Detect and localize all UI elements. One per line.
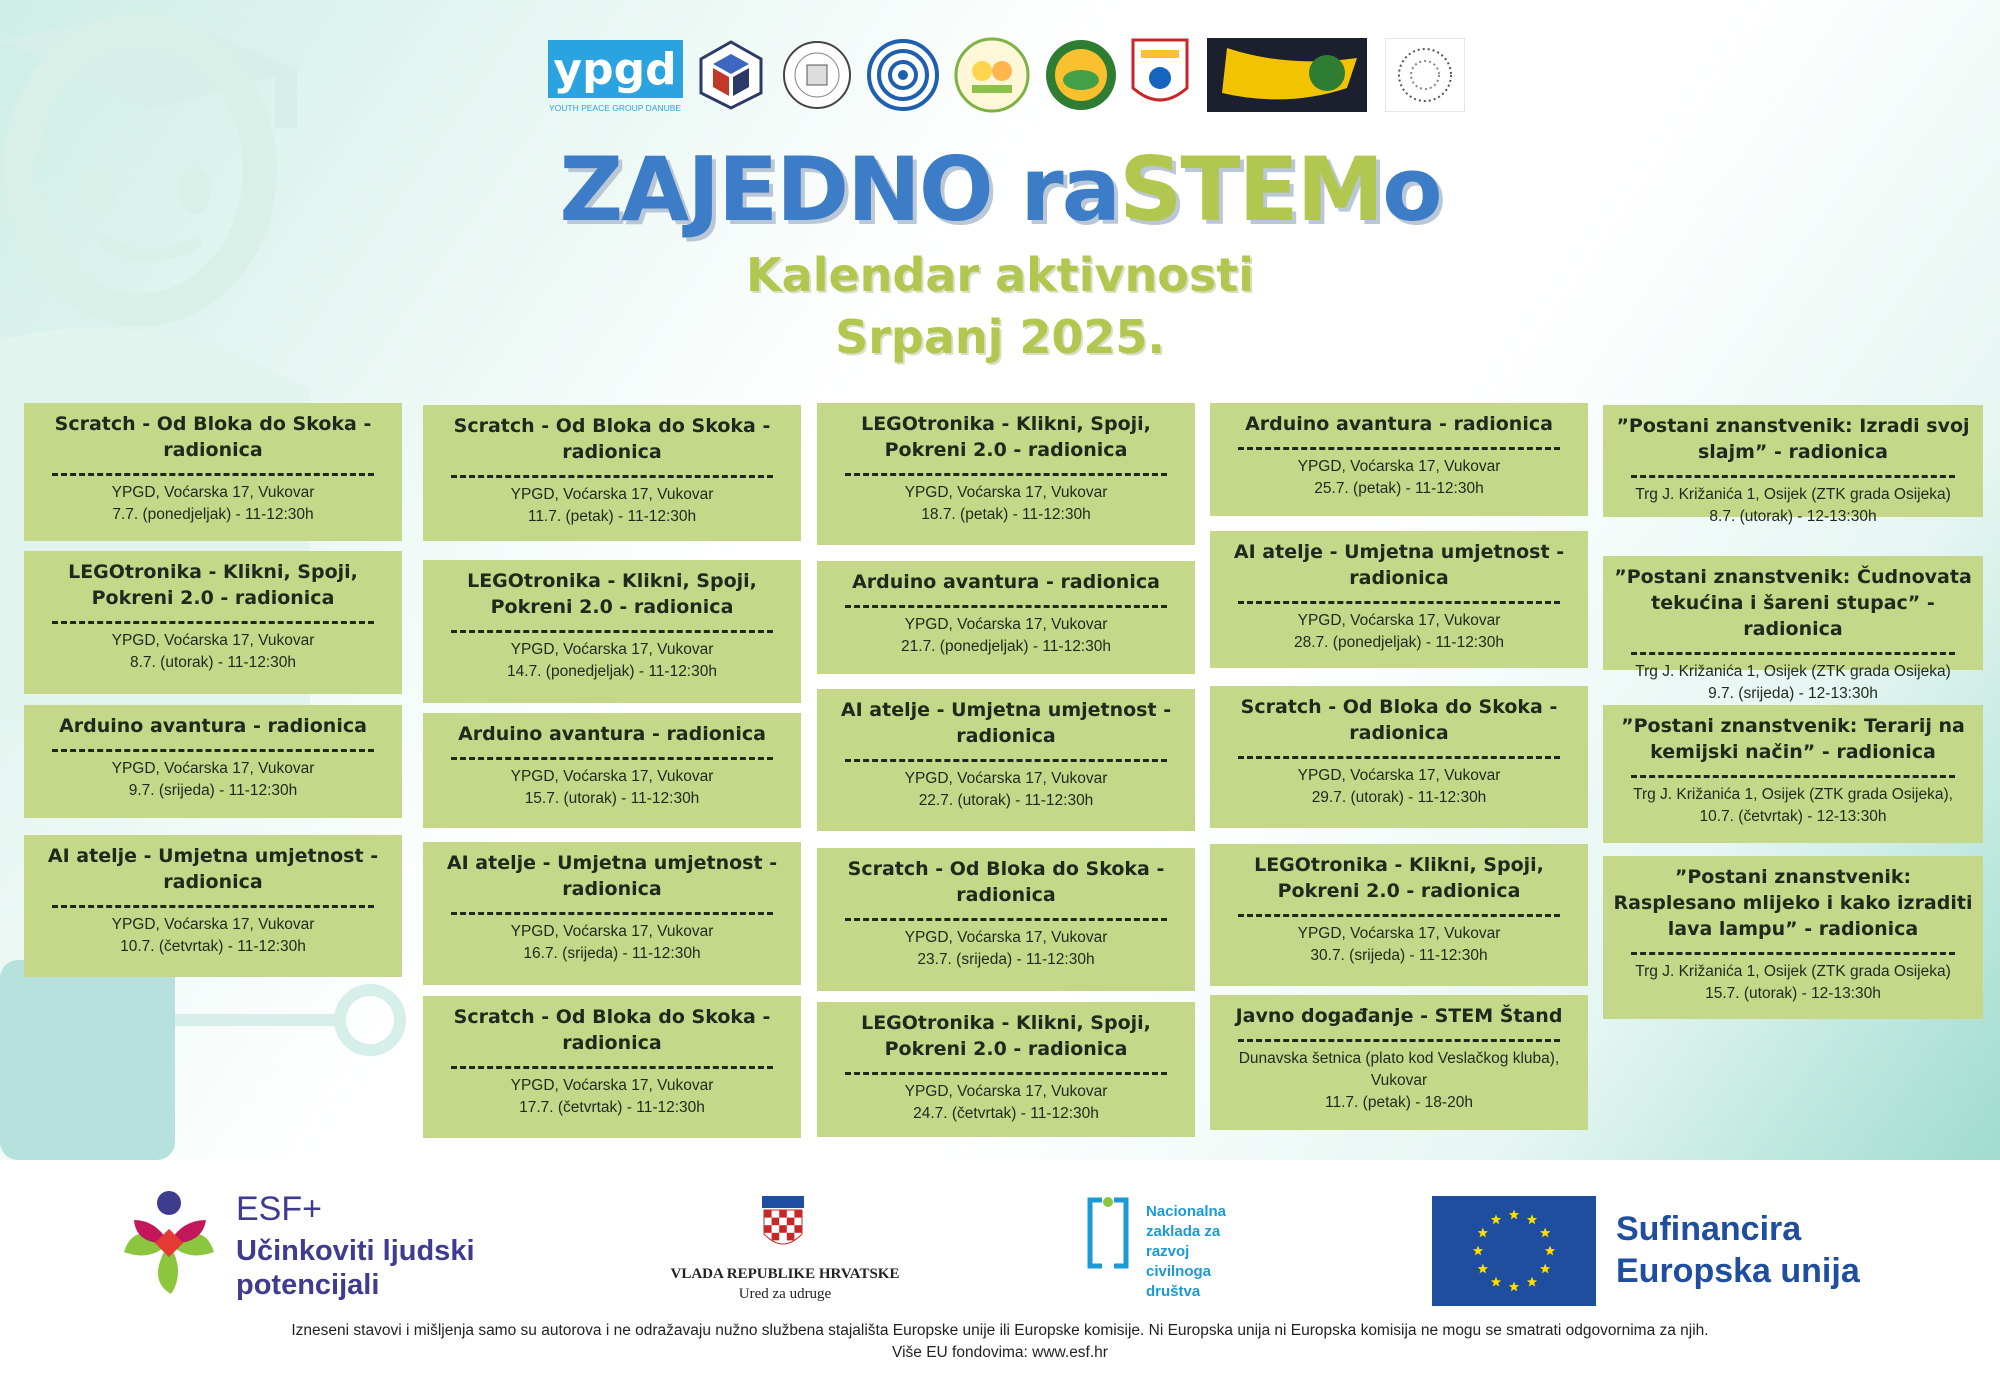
activity-card [1603, 556, 1983, 702]
activity-location: YPGD, Voćarska 17, Vukovar [510, 923, 714, 940]
activity-location: YPGD, Voćarska 17, Vukovar [1297, 458, 1501, 475]
activity-card [817, 561, 1195, 674]
activity-title: Arduino avantura - radionica [458, 723, 766, 745]
activity-date: 7.7. (ponedjeljak) - 11-12:30h [112, 506, 314, 523]
activity-title: Arduino avantura - radionica [1245, 413, 1553, 435]
activity-location: YPGD, Voćarska 17, Vukovar [904, 484, 1108, 501]
activity-date: 24.7. (četvrtak) - 11-12:30h [913, 1105, 1099, 1122]
dashed-divider [1238, 447, 1560, 450]
croatian-coat-of-arms-icon [760, 1196, 806, 1254]
activity-location: YPGD, Voćarska 17, Vukovar [510, 486, 714, 503]
activity-date: 29.7. (utorak) - 11-12:30h [1311, 789, 1487, 806]
activity-card [1603, 705, 1983, 843]
dashed-divider [52, 621, 374, 624]
esf-website-text: Više EU fondovima: www.esf.hr [892, 1344, 1108, 1361]
activity-title: ”Postani znanstvenik: Čudnovata tekućina i šareni stupac” - radionica [1614, 566, 1972, 640]
activity-card [24, 551, 402, 694]
footer [0, 1160, 2000, 1381]
gymnasium-logo [1130, 36, 1190, 114]
esf-title: ESF+ [236, 1190, 322, 1228]
activity-title: Javno događanje - STEM Štand [1235, 1005, 1563, 1027]
dashed-divider [1238, 756, 1560, 759]
activity-card [817, 403, 1195, 545]
dashed-divider [845, 918, 1167, 921]
activity-date: 18.7. (petak) - 11-12:30h [921, 506, 1091, 523]
activity-card [24, 403, 402, 541]
activity-date: 25.7. (petak) - 11-12:30h [1314, 480, 1484, 497]
title-stem: STEM [1119, 138, 1383, 241]
activity-title: Scratch - Od Bloka do Skoka - radionica [1240, 696, 1558, 744]
activity-title: LEGOtronika - Klikni, Spoji, Pokreni 2.0 - radionica [467, 570, 757, 618]
dashed-divider [451, 630, 773, 633]
activity-date: 11.7. (petak) - 18-20h [1325, 1094, 1473, 1111]
activity-title: LEGOtronika - Klikni, Spoji, Pokreni 2.0 - radionica [861, 413, 1151, 461]
circle-target-logo [866, 36, 940, 114]
activity-card [423, 842, 801, 985]
activity-location: YPGD, Voćarska 17, Vukovar [111, 484, 315, 501]
activity-location: YPGD, Voćarska 17, Vukovar [1297, 925, 1501, 942]
activity-card [1210, 531, 1588, 668]
activity-location: YPGD, Voćarska 17, Vukovar [904, 770, 1108, 787]
activity-date: 9.7. (srijeda) - 11-12:30h [128, 782, 298, 799]
ypgd-logo [548, 36, 683, 114]
eu-line2: Europska unija [1616, 1252, 1860, 1290]
gov-line2: Ured za udruge [738, 1286, 832, 1302]
activity-card [1210, 686, 1588, 828]
activity-title: ”Postani znanstvenik: Rasplesano mlijeko i kako izraditi lava lampu” - radionica [1613, 866, 1973, 940]
nz-line1: Nacionalna [1146, 1203, 1227, 1220]
activity-date: 14.7. (ponedjeljak) - 11-12:30h [507, 663, 717, 680]
dashed-divider [451, 475, 773, 478]
activity-location: YPGD, Voćarska 17, Vukovar [510, 641, 714, 658]
school-seal-logo [780, 36, 854, 114]
main-title [0, 138, 2000, 241]
activity-date: 8.7. (utorak) - 11-12:30h [130, 654, 296, 671]
nacionalna-zaklada-bracket-icon [1086, 1196, 1130, 1270]
activity-card [1603, 405, 1983, 525]
activity-card [817, 1002, 1195, 1137]
title-o: o [1382, 138, 1441, 241]
kindergarten-logo [953, 36, 1031, 114]
activity-card [24, 705, 402, 818]
activity-date: 15.7. (utorak) - 12-13:30h [1705, 985, 1881, 1002]
activity-date: 9.7. (srijeda) - 12-13:30h [1708, 685, 1878, 702]
activity-card [1603, 856, 1983, 1019]
activity-title: LEGOtronika - Klikni, Spoji, Pokreni 2.0 - radionica [68, 561, 358, 609]
title-zajedno: ZAJEDNO [559, 138, 992, 241]
activity-date: 10.7. (četvrtak) - 11-12:30h [120, 938, 306, 955]
activity-location: Trg J. Križanića 1, Osijek (ZTK grada Osijeka) [1635, 486, 1951, 503]
nz-line2: zaklada za [1146, 1223, 1221, 1240]
activity-title: Scratch - Od Bloka do Skoka - radionica [847, 858, 1165, 906]
activity-card [423, 713, 801, 828]
activity-title: Arduino avantura - radionica [852, 571, 1160, 593]
activity-title: AI atelje - Umjetna umjetnost - radionica [47, 845, 379, 893]
dashed-divider [845, 605, 1167, 608]
activity-date: 10.7. (četvrtak) - 12-13:30h [1699, 808, 1887, 825]
activity-card [423, 996, 801, 1138]
dashed-divider [845, 473, 1167, 476]
activity-card [1210, 995, 1588, 1130]
dashed-divider [1631, 952, 1955, 955]
activity-title: AI atelje - Umjetna umjetnost - radionica [446, 852, 778, 900]
dashed-divider [451, 1066, 773, 1069]
activity-title: ”Postani znanstvenik: Izradi svoj slajm” - radionica [1616, 415, 1970, 463]
svg-text:YOUTH PEACE GROUP DANUBE: YOUTH PEACE GROUP DANUBE [548, 103, 682, 113]
dashed-divider [451, 757, 773, 760]
activity-card [1210, 844, 1588, 986]
activity-location: Dunavska šetnica (plato kod Veslačkog kluba), Vukovar [1238, 1050, 1560, 1089]
activity-date: 21.7. (ponedjeljak) - 11-12:30h [901, 638, 1111, 655]
dark-banner-logo [1206, 36, 1368, 114]
activity-card [24, 835, 402, 977]
activity-title: LEGOtronika - Klikni, Spoji, Pokreni 2.0 - radionica [861, 1012, 1151, 1060]
esf-flower-icon [116, 1190, 222, 1296]
subtitle-month: Srpanj 2025. [835, 310, 1165, 364]
dashed-divider [1631, 475, 1955, 478]
esf-line2: potencijali [236, 1269, 380, 1301]
dashed-divider [52, 905, 374, 908]
activity-date: 17.7. (četvrtak) - 11-12:30h [519, 1099, 705, 1116]
title-ra: ra [1020, 138, 1120, 241]
activity-location: YPGD, Voćarska 17, Vukovar [1297, 612, 1501, 629]
activity-date: 16.7. (srijeda) - 11-12:30h [523, 945, 701, 962]
activity-card [817, 689, 1195, 831]
gov-line1: VLADA REPUBLIKE HRVATSKE [670, 1266, 900, 1282]
activity-title: Arduino avantura - radionica [59, 715, 367, 737]
activity-location: YPGD, Voćarska 17, Vukovar [904, 616, 1108, 633]
activity-title: AI atelje - Umjetna umjetnost - radionica [840, 699, 1172, 747]
svg-text:ypgd: ypgd [553, 44, 677, 95]
dashed-divider [52, 749, 374, 752]
activity-location: YPGD, Voćarska 17, Vukovar [111, 632, 315, 649]
activity-title: Scratch - Od Bloka do Skoka - radionica [453, 415, 771, 463]
eu-flag-icon [1432, 1196, 1596, 1306]
activity-location: YPGD, Voćarska 17, Vukovar [111, 916, 315, 933]
activity-title: AI atelje - Umjetna umjetnost - radionica [1233, 541, 1565, 589]
activity-date: 30.7. (srijeda) - 11-12:30h [1310, 947, 1488, 964]
activity-title: ”Postani znanstvenik: Terarij na kemijski način” - radionica [1621, 715, 1965, 763]
activity-card [1210, 403, 1588, 516]
activity-location: YPGD, Voćarska 17, Vukovar [111, 760, 315, 777]
nz-line4: civilnoga [1146, 1263, 1212, 1280]
partner-logos [548, 36, 1468, 116]
activity-location: YPGD, Voćarska 17, Vukovar [510, 1077, 714, 1094]
esf-line1: Učinkoviti ljudski [236, 1235, 475, 1267]
activity-location: YPGD, Voćarska 17, Vukovar [510, 768, 714, 785]
dashed-divider [1631, 652, 1955, 655]
dashed-divider [845, 759, 1167, 762]
green-school-logo [1043, 36, 1119, 114]
activity-title: Scratch - Od Bloka do Skoka - radionica [453, 1006, 771, 1054]
activity-location: YPGD, Voćarska 17, Vukovar [1297, 767, 1501, 784]
nz-line3: razvoj [1146, 1243, 1190, 1260]
dashed-divider [845, 1072, 1167, 1075]
activity-date: 23.7. (srijeda) - 11-12:30h [917, 951, 1095, 968]
activity-card [423, 405, 801, 541]
subtitle-calendar: Kalendar aktivnosti [746, 248, 1254, 302]
activity-date: 28.7. (ponedjeljak) - 11-12:30h [1294, 634, 1504, 651]
activity-title: LEGOtronika - Klikni, Spoji, Pokreni 2.0 - radionica [1254, 854, 1544, 902]
dashed-divider [52, 473, 374, 476]
activity-card [817, 848, 1195, 991]
disclaimer-text: Izneseni stavovi i mišljenja samo su autorova i ne odražavaju nužno službena stajališta Europske unije ili Europske komisije. Ni Europska unija ni Europska komisija ne mogu se smatrati odgovornima za njih. [291, 1322, 1709, 1339]
eu-line1: Sufinancira [1616, 1210, 1802, 1248]
dashed-divider [1631, 775, 1955, 778]
activity-date: 22.7. (utorak) - 11-12:30h [918, 792, 1094, 809]
dashed-divider [1238, 601, 1560, 604]
activity-title: Scratch - Od Bloka do Skoka - radionica [54, 413, 372, 461]
dashed-divider [451, 912, 773, 915]
activity-location: YPGD, Voćarska 17, Vukovar [904, 1083, 1108, 1100]
activity-location: YPGD, Voćarska 17, Vukovar [904, 929, 1108, 946]
dashed-divider [1238, 1039, 1560, 1042]
activity-date: 15.7. (utorak) - 11-12:30h [524, 790, 700, 807]
activity-location: Trg J. Križanića 1, Osijek (ZTK grada Osijeka) [1635, 963, 1951, 980]
nz-line5: društva [1146, 1283, 1201, 1300]
activity-location: Trg J. Križanića 1, Osijek (ZTK grada Osijeka) [1635, 663, 1951, 680]
dashed-divider [1238, 914, 1560, 917]
activity-date: 8.7. (utorak) - 12-13:30h [1709, 508, 1877, 525]
dotted-circle-logo [1384, 36, 1466, 114]
activity-location: Trg J. Križanića 1, Osijek (ZTK grada Osijeka), [1633, 786, 1953, 803]
cube-logo [696, 36, 766, 114]
activity-card [423, 560, 801, 703]
activity-date: 11.7. (petak) - 11-12:30h [527, 508, 697, 525]
